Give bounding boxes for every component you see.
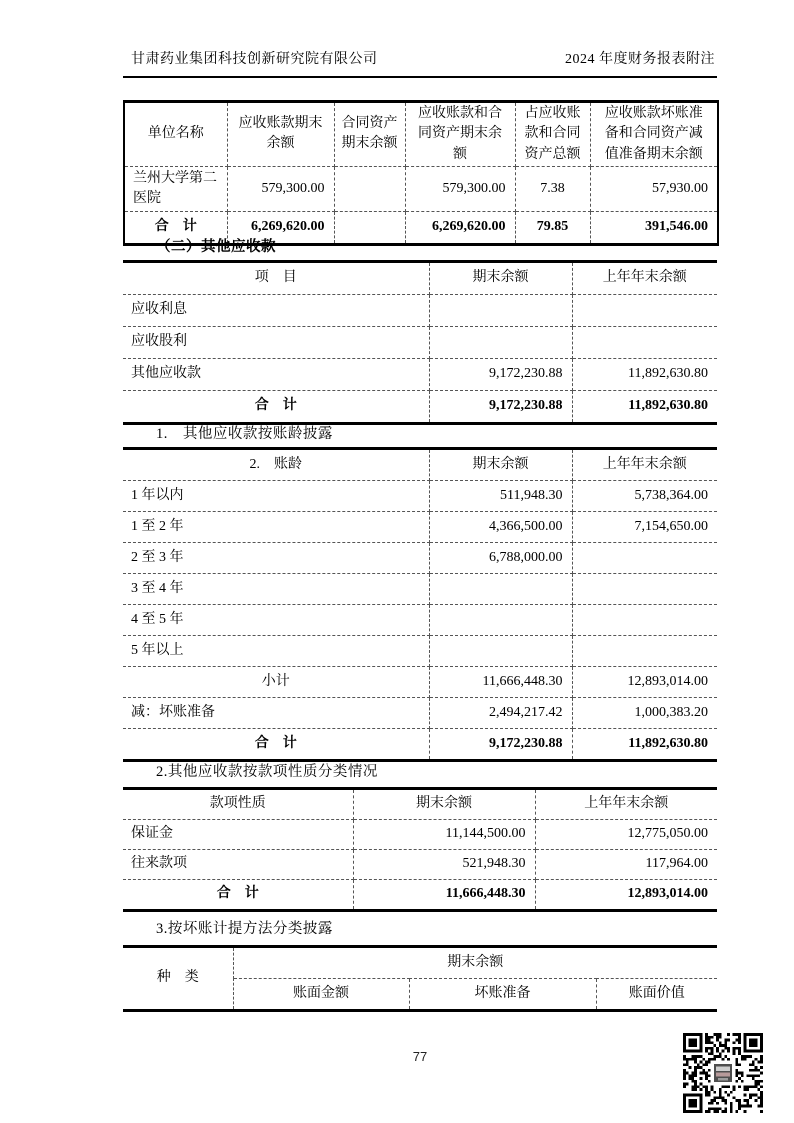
value-cell: 117,964.00 (535, 850, 717, 880)
bad-debt-method-table (123, 945, 717, 1012)
column-header: 账面金额 (233, 979, 409, 1011)
column-header: 上年年末余额 (572, 262, 717, 295)
value-cell: 511,948.30 (429, 481, 572, 512)
total-label: 合 计 (124, 211, 227, 244)
row-label: 保证金 (123, 820, 353, 850)
column-header: 坏账准备 (409, 979, 596, 1011)
column-header: 2. 账龄 (123, 449, 429, 481)
row-label: 小计 (123, 667, 429, 698)
other-receivables-table (123, 260, 717, 425)
data-row (123, 359, 717, 391)
row-label: 其他应收款 (123, 359, 429, 391)
column-header: 账面价值 (596, 979, 717, 1011)
data-row (123, 327, 717, 359)
section-heading-other-receivables: （二）其他应收款 (156, 239, 276, 255)
value-cell (572, 605, 717, 636)
value-cell: 579,300.00 (227, 166, 334, 211)
data-row (124, 166, 718, 211)
total-row (123, 880, 717, 911)
data-row (123, 574, 717, 605)
data-row (123, 698, 717, 729)
total-value: 6,269,620.00 (405, 211, 515, 244)
row-label: 4 至 5 年 (123, 605, 429, 636)
page-number: 77 (412, 1049, 428, 1064)
qr-code (683, 1033, 763, 1113)
value-cell (429, 636, 572, 667)
total-value: 9,172,230.88 (429, 729, 572, 761)
subsection-heading-nature: 2.其他应收款按款项性质分类情况 (156, 764, 378, 780)
data-row (123, 636, 717, 667)
value-cell: 11,666,448.30 (429, 667, 572, 698)
total-value: 11,892,630.80 (572, 391, 717, 424)
value-cell: 6,788,000.00 (429, 543, 572, 574)
row-label: 5 年以上 (123, 636, 429, 667)
total-label: 合 计 (123, 729, 429, 761)
value-cell (429, 605, 572, 636)
column-header: 上年年末余额 (535, 789, 717, 820)
column-header: 项 目 (123, 262, 429, 295)
value-cell (429, 574, 572, 605)
row-label: 1 至 2 年 (123, 512, 429, 543)
data-row (123, 820, 717, 850)
column-header: 单位名称 (124, 102, 227, 167)
column-header: 应收账款和合同资产期末余额 (405, 102, 515, 167)
nature-classification-table (123, 787, 717, 912)
row-label: 兰州大学第二医院 (124, 166, 227, 211)
value-cell: 579,300.00 (405, 166, 515, 211)
column-header: 占应收账款和合同资产总额 (515, 102, 590, 167)
total-value: 79.85 (515, 211, 590, 244)
column-header: 期末余额 (353, 789, 535, 820)
aging-table (123, 447, 717, 762)
row-label: 应收股利 (123, 327, 429, 359)
header-row (123, 947, 717, 979)
data-row (123, 512, 717, 543)
value-cell: 5,738,364.00 (572, 481, 717, 512)
total-row (123, 729, 717, 761)
total-label: 合 计 (123, 391, 429, 424)
total-value: 11,892,630.80 (572, 729, 717, 761)
value-cell (572, 636, 717, 667)
total-value: 12,893,014.00 (535, 880, 717, 911)
value-cell: 4,366,500.00 (429, 512, 572, 543)
value-cell: 12,893,014.00 (572, 667, 717, 698)
subsection-heading-bad-debt-method: 3.按坏账计提方法分类披露 (156, 921, 333, 937)
header-row (123, 449, 717, 481)
column-header: 上年年末余额 (572, 449, 717, 481)
value-cell: 7,154,650.00 (572, 512, 717, 543)
value-cell (572, 327, 717, 359)
doc-title: 2024 年度财务报表附注 (565, 52, 715, 67)
value-cell: 57,930.00 (590, 166, 718, 211)
value-cell: 12,775,050.00 (535, 820, 717, 850)
page-header (123, 48, 717, 78)
value-cell: 11,144,500.00 (353, 820, 535, 850)
row-label: 往来款项 (123, 850, 353, 880)
column-header: 期末余额 (429, 262, 572, 295)
total-value: 391,546.00 (590, 211, 718, 244)
total-value: 6,269,620.00 (227, 211, 334, 244)
value-cell: 1,000,383.20 (572, 698, 717, 729)
column-header: 应收账款坏账准备和合同资产减值准备期末余额 (590, 102, 718, 167)
column-header: 种 类 (123, 947, 233, 1011)
percent-cell: 7.38 (515, 166, 590, 211)
header-row (123, 789, 717, 820)
total-value: 11,666,448.30 (353, 880, 535, 911)
header-row (123, 262, 717, 295)
value-cell (334, 166, 405, 211)
column-header: 期末余额 (429, 449, 572, 481)
data-row (123, 605, 717, 636)
company-name: 甘肃药业集团科技创新研究院有限公司 (131, 52, 378, 67)
column-header: 期末余额 (233, 947, 717, 979)
total-row (123, 391, 717, 424)
column-header: 合同资产期末余额 (334, 102, 405, 167)
receivables-by-unit-table (123, 100, 719, 246)
data-row (123, 543, 717, 574)
value-cell: 2,494,217.42 (429, 698, 572, 729)
data-row (123, 481, 717, 512)
value-cell (572, 574, 717, 605)
value-cell: 11,892,630.80 (572, 359, 717, 391)
total-value: 9,172,230.88 (429, 391, 572, 424)
row-label: 3 至 4 年 (123, 574, 429, 605)
subsection-heading-aging: 1. 其他应收款按账龄披露 (156, 426, 333, 442)
value-cell: 521,948.30 (353, 850, 535, 880)
value-cell (429, 327, 572, 359)
value-cell (429, 295, 572, 327)
row-label: 减：坏账准备 (123, 698, 429, 729)
subtotal-row (123, 667, 717, 698)
header-row (124, 102, 718, 167)
row-label: 2 至 3 年 (123, 543, 429, 574)
row-label: 1 年以内 (123, 481, 429, 512)
value-cell (572, 543, 717, 574)
value-cell (572, 295, 717, 327)
total-label: 合 计 (123, 880, 353, 911)
data-row (123, 295, 717, 327)
value-cell: 9,172,230.88 (429, 359, 572, 391)
data-row (123, 850, 717, 880)
column-header: 应收账款期末余额 (227, 102, 334, 167)
column-header: 款项性质 (123, 789, 353, 820)
row-label: 应收利息 (123, 295, 429, 327)
